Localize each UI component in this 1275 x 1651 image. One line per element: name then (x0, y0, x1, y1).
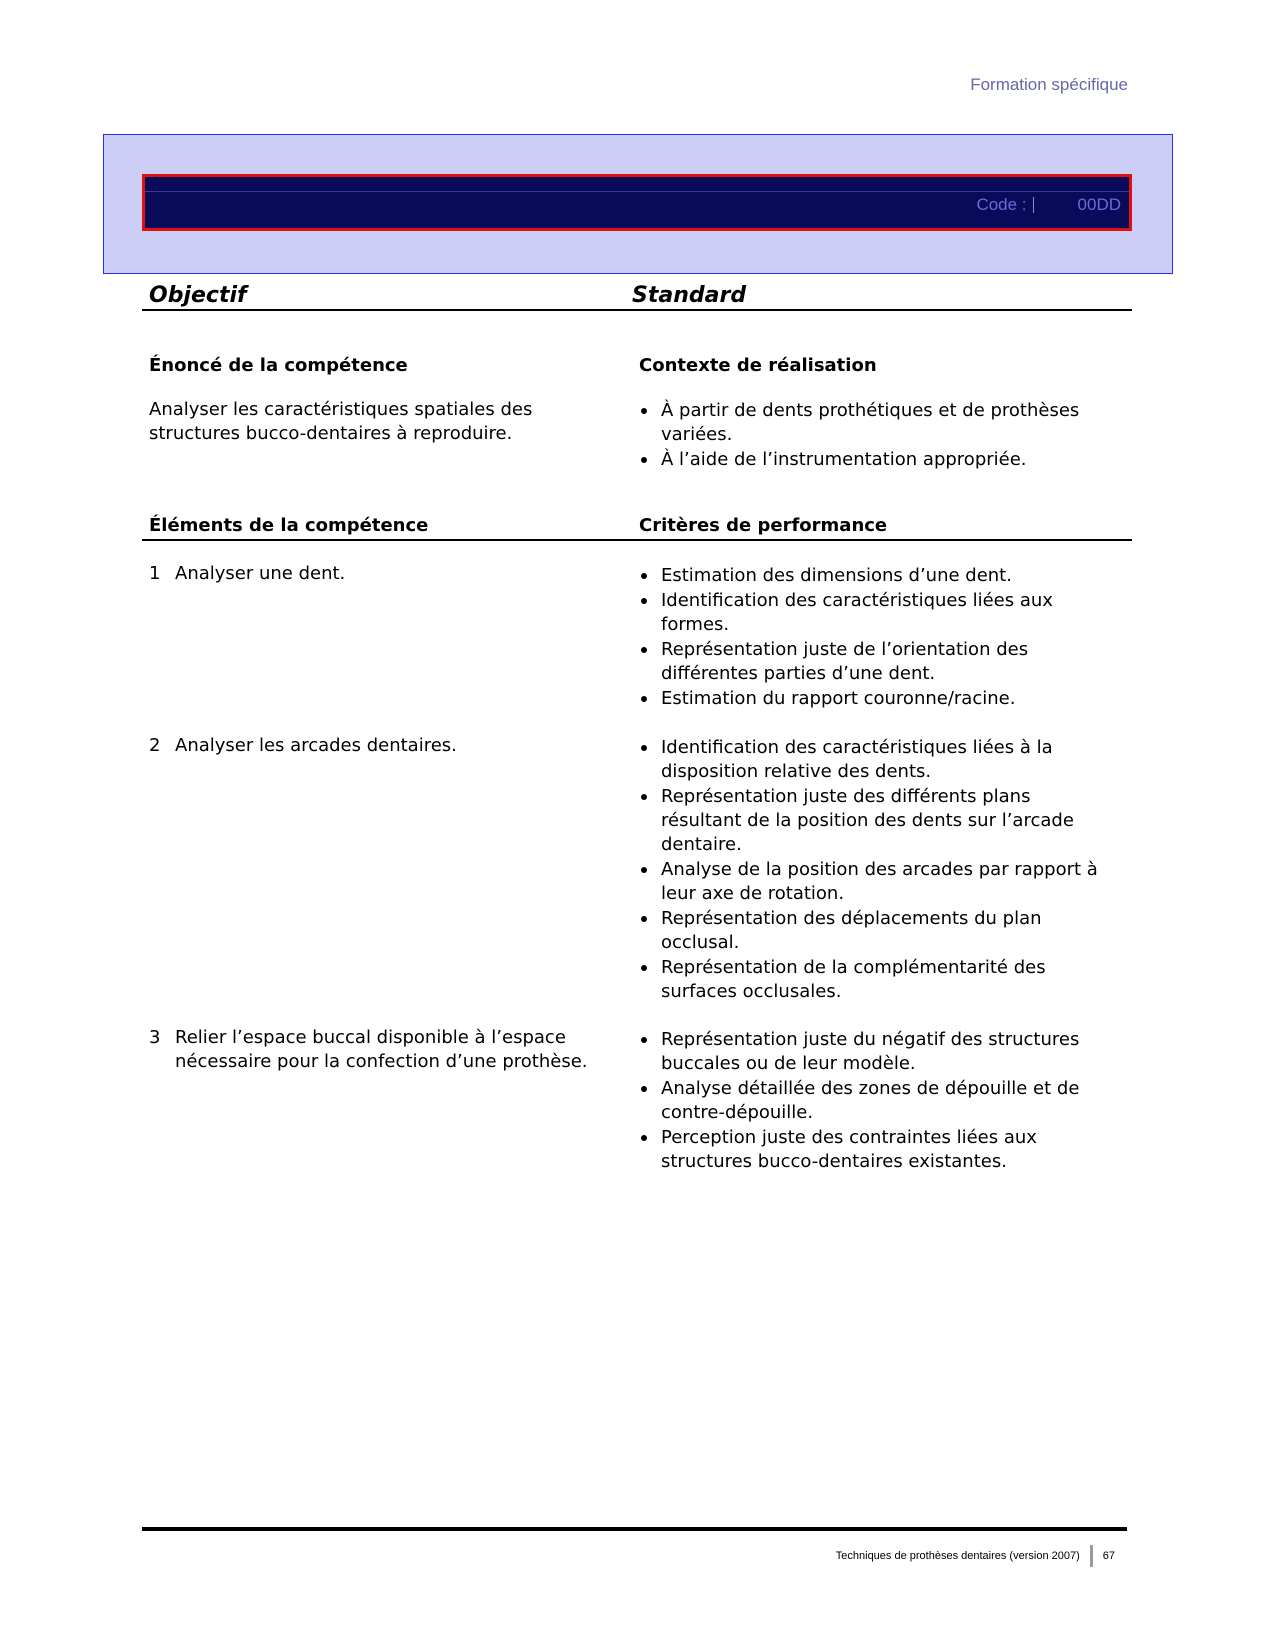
page-number: 67 (1102, 1550, 1115, 1562)
criteria-list-1 (639, 564, 1069, 712)
heading-rule (142, 309, 1132, 311)
element-label: Analyser une dent. (175, 563, 346, 584)
contexte-item: À partir de dents prothétiques et de prothèses variées. (639, 399, 1099, 447)
criterion-item: Analyse de la position des arcades par rapport à leur axe de rotation. (639, 858, 1114, 906)
criteres-title: Critères de performance (639, 515, 888, 536)
criterion-item: Représentation juste de l’orientation des différentes parties d’une dent. (639, 638, 1069, 686)
criterion-item: Estimation du rapport couronne/racine. (639, 687, 1069, 711)
elements-rule (142, 539, 1132, 541)
page-footer (836, 1545, 1115, 1567)
element-label: Analyser les arcades dentaires. (175, 735, 457, 756)
criterion-item: Analyse détaillée des zones de dépouille et de contre-dépouille. (639, 1077, 1099, 1125)
element-2 (149, 734, 609, 758)
element-3 (149, 1026, 619, 1074)
competence-text (149, 398, 579, 446)
contexte-list (639, 399, 1099, 473)
criterion-item: Identification des caractéristiques liées aux formes. (639, 589, 1069, 637)
competence-text-line2: structures bucco-dentaires à reproduire. (149, 423, 513, 444)
element-label: Relier l’espace buccal disponible à l’espace nécessaire pour la confection d’une prothèse. (175, 1027, 588, 1072)
criteria-list-3 (639, 1028, 1099, 1175)
footer-doc-title: Techniques de prothèses dentaires (version 2007) (835, 1550, 1080, 1562)
criterion-item: Représentation des déplacements du plan occlusal. (639, 907, 1114, 955)
contexte-title: Contexte de réalisation (639, 355, 877, 376)
competence-title: Énoncé de la compétence (149, 355, 408, 376)
competence-text-line1: Analyser les caractéristiques spatiales des (149, 399, 533, 420)
code-value: 00DD (1077, 195, 1121, 214)
element-number: 3 (149, 1027, 161, 1048)
criterion-item: Perception juste des contraintes liées aux structures bucco-dentaires existantes. (639, 1126, 1099, 1174)
title-box (103, 134, 1173, 274)
criterion-item: Représentation juste du négatif des structures buccales ou de leur modèle. (639, 1028, 1099, 1076)
contexte-item: À l’aide de l’instrumentation appropriée. (639, 448, 1099, 472)
criterion-item: Identification des caractéristiques liées à la disposition relative des dents. (639, 736, 1114, 784)
objectif-heading: Objectif (149, 283, 247, 308)
element-number: 2 (149, 735, 161, 756)
code-separator (1033, 197, 1034, 213)
elements-title: Éléments de la compétence (149, 515, 429, 536)
element-1 (149, 562, 609, 586)
element-number: 1 (149, 563, 161, 584)
footer-rule (142, 1527, 1127, 1531)
code-field (976, 195, 1121, 215)
title-bar-divider (145, 191, 1129, 192)
criterion-item: Représentation de la complémentarité des surfaces occlusales. (639, 956, 1114, 1004)
section-label: Formation spécifique (970, 75, 1128, 94)
criterion-item: Représentation juste des différents plans résultant de la position des dents sur l’arcade dentaire. (639, 785, 1114, 857)
code-label: Code : (976, 195, 1027, 214)
criterion-item: Estimation des dimensions d’une dent. (639, 564, 1069, 588)
footer-separator (1090, 1545, 1093, 1567)
criteria-list-2 (639, 736, 1114, 1005)
title-bar (142, 174, 1132, 231)
standard-heading: Standard (632, 283, 747, 308)
